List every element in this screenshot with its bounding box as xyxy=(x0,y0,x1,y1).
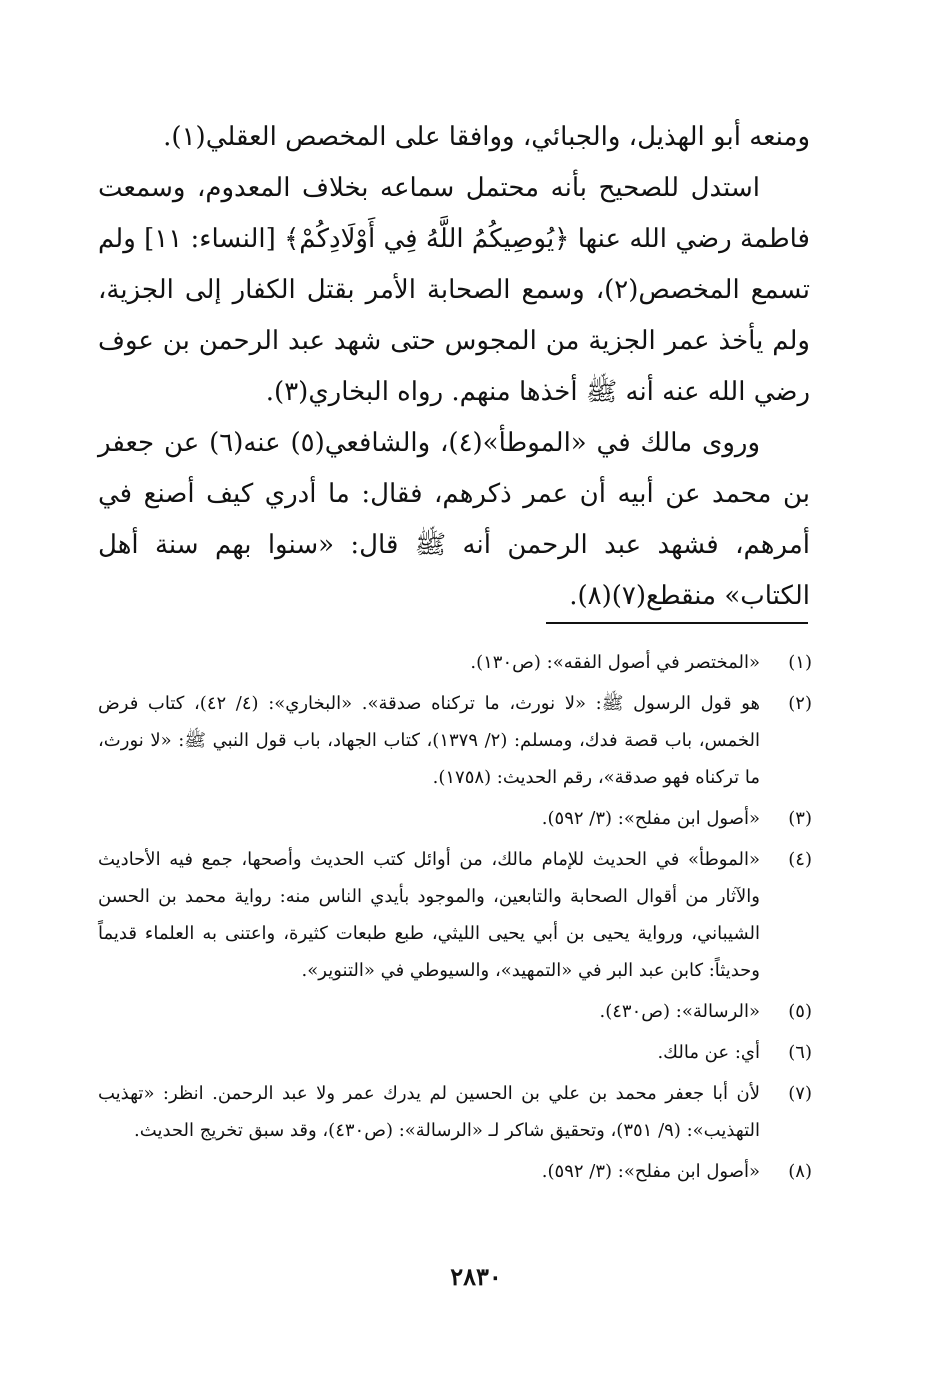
footnote-number: (١) xyxy=(788,652,812,673)
footnote-text: لأن أبا جعفر محمد بن علي بن الحسين لم يدرك عمر ولا عبد الرحمن. انظر: «تهذيب التهذيب»: (٩/ ٣٥١)، وتحقيق شاكر لـ «الرسالة»: (ص٤٣٠)، وقد سبق تخريج الحديث. xyxy=(98,1083,760,1141)
footnote xyxy=(98,800,812,837)
main-text xyxy=(98,112,810,622)
footnote-number: (٣) xyxy=(788,808,812,829)
footnote xyxy=(98,841,812,989)
footnote xyxy=(98,993,812,1030)
footnote-number: (٨) xyxy=(788,1161,812,1182)
footnote-text: «أصول ابن مفلح»: (٣/ ٥٩٢). xyxy=(541,808,760,829)
footnote-text: «أصول ابن مفلح»: (٣/ ٥٩٢). xyxy=(541,1161,760,1182)
footnote-text: «الرسالة»: (ص٤٣٠). xyxy=(599,1001,760,1022)
footnote xyxy=(98,1075,812,1149)
footnote xyxy=(98,685,812,796)
footnote xyxy=(98,1153,812,1190)
footnote-text: هو قول الرسول ﷺ: «لا نورث، ما تركناه صدقة». «البخاري»: (٤/ ٤٢)، كتاب فرض الخمس، باب قصة فدك، ومسلم: (٢/ ١٣٧٩)، كتاب الجهاد، باب قول النبي ﷺ: «لا نورث، ما تركناه فهو صدقة»، رقم الحديث: (١٧٥٨). xyxy=(98,693,760,788)
footnote-number: (٥) xyxy=(788,1001,812,1022)
footnote-number: (٤) xyxy=(788,849,812,870)
footnote-separator xyxy=(546,622,808,624)
paragraph: وروى مالك في «الموطأ»(٤)، والشافعي(٥) عنه(٦) عن جعفر بن محمد عن أبيه أن عمر ذكرهم، فقال: ما أدري كيف أصنع في أمرهم، فشهد عبد الرحمن أنه ﷺ قال: «سنوا بهم سنة أهل الكتاب» منقطع(٧)(٨). xyxy=(98,428,810,611)
footnote-number: (٦) xyxy=(788,1042,812,1063)
footnote-number: (٢) xyxy=(788,693,812,714)
paragraph: ومنعه أبو الهذيل، والجبائي، ووافقا على المخصص العقلي(١). xyxy=(163,122,810,152)
footnote-text: «المختصر في أصول الفقه»: (ص١٣٠). xyxy=(470,652,760,673)
footnote-number: (٧) xyxy=(788,1083,812,1104)
page-number: ٢٨٣٠ xyxy=(450,1262,502,1291)
footnote-text: أي: عن مالك. xyxy=(657,1042,760,1063)
footnote-text: «الموطأ» في الحديث للإمام مالك، من أوائل كتب الحديث وأصحها، جمع فيه الأحاديث والآثار من أقوال الصحابة والتابعين، والموجود بأيدي الناس منه: رواية محمد بن الحسن الشيباني، ورواية يحيى بن أبي يحيى الليثي، طبع طبعات كثيرة، واعتنى به العلماء قديماً وحديثاً: كابن عبد البر في «التمهيد»، والسيوطي في «التنوير». xyxy=(98,849,760,981)
paragraph: استدل للصحيح بأنه محتمل سماعه بخلاف المعدوم، وسمعت فاطمة رضي الله عنها ﴿يُوصِيكُمُ اللَّهُ فِي أَوْلَادِكُمْ﴾ [النساء: ١١] ولم تسمع المخصص(٢)، وسمع الصحابة الأمر بقتل الكفار إلى الجزية، ولم يأخذ عمر الجزية من المجوس حتى شهد عبد الرحمن بن عوف رضي الله عنه أنه ﷺ أخذها منهم. رواه البخاري(٣). xyxy=(98,173,810,407)
footnote xyxy=(98,1034,812,1071)
footnotes xyxy=(98,644,812,1194)
footnote xyxy=(98,644,812,681)
